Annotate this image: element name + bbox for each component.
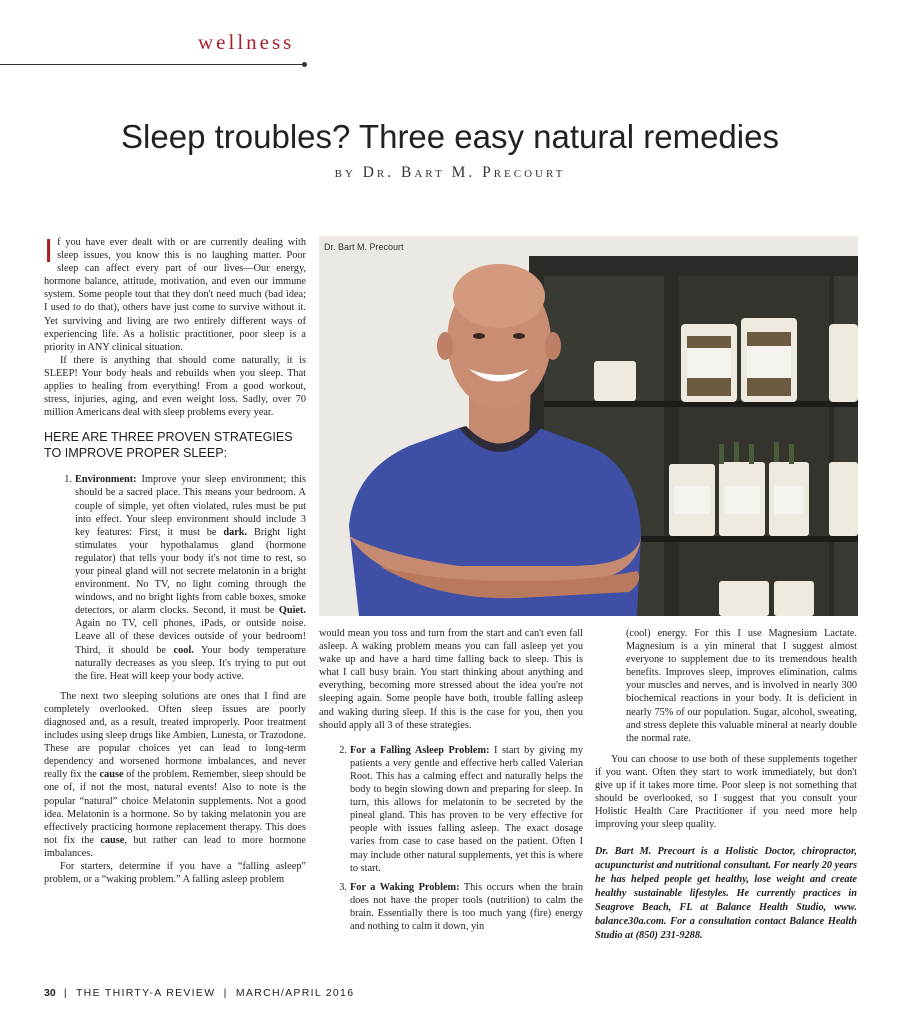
list-text: This occurs when the brain does not have the proper tools (nutrition) to calm the brain. Essentially there is too much yang (fire) energy and nothing to calm it down, yin <box>350 881 583 932</box>
strategies-heading: HERE ARE THREE PROVEN STRATEGIES TO IMPROVE PROPER SLEEP: <box>44 430 293 461</box>
list-text: Again no TV, cell phones, iPads, or outside noise. Leave all of these devices outside of your bedroom! Third, it should be <box>75 618 306 656</box>
paragraph-waking: would mean you toss and turn from the start and can't even fall asleep. A waking problem means you can fall asleep yet you wake up and have a hard time falling back to sleep. This is what I call busy brain. You start thinking about anything and everything, becoming more stressed about the idea you're not sleeping again. Some people have both, trouble falling asleep and waking during sleep. If this is the case for you, then you should apply all 3 of these strategies. <box>319 628 583 731</box>
column-1 <box>44 232 307 886</box>
list-item-title: Environment: <box>75 474 137 486</box>
author-photo-illustration <box>319 236 858 616</box>
magazine-name: THE THIRTY-A REVIEW <box>75 987 216 999</box>
paragraph-text: of the problem. Remember, sleep should be one of, if not the most, natural events! Also to note is the popular “natural” choice Melatonin supplements. Not a good idea. Melatonin is a hormone. So by taking melatonin you are effectively practicing hormone replacement therapy. This does not fix the <box>44 769 306 846</box>
footer-separator: | <box>63 987 68 999</box>
list-text: Improve your sleep environment; this should be a sacred place. This means your bedroom. A couple of simple, yet often violated, rules must be put into effect. Your sleep environment should include 3 key features: First, it must be <box>75 474 306 538</box>
list-item-waking <box>335 881 583 933</box>
paragraph-sleep-naturally: If there is anything that should come naturally, it is SLEEP! Your body heals and rebuilds when you sleep. That applies to healing from everything! From a good workout, stress, injuries, aging, and even weight loss. Sadly, over 70 million Americans deal with sleep problems every year. <box>44 354 306 419</box>
list-item-body <box>350 881 583 933</box>
section-label: wellness <box>198 30 295 54</box>
emphasis-cause: cause <box>99 769 124 781</box>
page-footer <box>44 987 354 999</box>
list-item-body <box>75 473 306 683</box>
emphasis-quiet: Quiet. <box>278 605 306 617</box>
emphasis-cool: cool. <box>173 644 194 656</box>
author-bio: Dr. Bart M. Precourt is a Holistic Doctor, chiropractor, acupuncturist and nutritional consultant. For nearly 20 years he has helped people get healthy, lose weight and create healthy sustainable lifestyles. He currently practices in Seagrove Beach, FL at Balance Health Studio, www. balance30a.com. For a consultation contact Balance Health Studio at (850) 231-9288. <box>595 846 857 942</box>
column-3 <box>595 627 857 943</box>
paragraph-text: The next two sleeping solutions are ones that I find are completely overlooked. Often sleep issues are poorly diagnosed and, as a result, treated improperly. Poor treatment includes using sleep drugs like Ambien, Lunesta, or Trazodone. These are popular choices yet can lead to long-term dependency and worsened hormone imbalances, and never really fix the <box>44 690 306 781</box>
section-rule <box>0 64 305 65</box>
article-byline <box>0 164 900 182</box>
list-number: 2. <box>339 744 347 756</box>
byline-text: by Dr. Bart M. Precourt <box>334 164 566 181</box>
footer-separator: | <box>223 987 228 999</box>
intro-paragraph <box>44 232 306 354</box>
author-photo <box>319 236 858 616</box>
list-number: 3. <box>339 881 347 893</box>
paragraph-text: , but rather can lead to more hormone imbalances. <box>44 834 306 859</box>
emphasis-cause: cause <box>100 834 125 846</box>
photo-caption: Dr. Bart M. Precourt <box>324 242 404 252</box>
article-headline: Sleep troubles? Three easy natural remedies <box>121 118 779 155</box>
list-item-title: For a Waking Problem: <box>350 881 460 893</box>
paragraph-starters: For starters, determine if you have a “falling asleep” problem, or a “waking problem.” A falling asleep problem <box>44 861 306 886</box>
intro-text: f you have ever dealt with or are currently dealing with sleep issues, you know this is no laughing matter. Poor sleep can affect every part of our lives—Our energy, hormone balance, attitude, motivation, and even our immune system. Some people tout that they don't need much (bad idea; I used to do that), others have just come to survive without it. Yet surviving and living are two entirely different ways of experiencing life. As a holistic practitioner, poor sleep is a priority in ANY clinical situation. <box>44 237 306 353</box>
list-item-title: For a Falling Asleep Problem: <box>350 744 490 756</box>
list-item-waking-continued: (cool) energy. For this I use Magnesium Lactate. Magnesium is a yin mineral that I suggest almost everyone to supplement due to its tremendous health benefits. Improves sleep, improves elimination, calms your muscles and nerves, and is involved in nearly 300 biochemical reactions in your body. It is deficient in nearly 75% of our population. Sugar, alcohol, sweating, and stress deplete this valuable mineral at nearly double the normal rate. <box>626 628 857 744</box>
list-text: I start by giving my patients a very gentle and effective herb called Valerian Root. This has a calming effect and naturally helps the body to begin slowing down and preparing for sleep. In turn, this allows for melatonin to be secreted by the pineal gland. This has proven to be very effective for people with issues falling asleep. The exact dosage varies from case to case based on the patient. Often I may include other natural supplements, yet this is where to start. <box>350 744 583 874</box>
page-number: 30 <box>44 987 56 999</box>
drop-cap: I <box>44 232 54 269</box>
issue-date: MARCH/APRIL 2016 <box>235 987 355 999</box>
list-item-environment <box>60 473 306 683</box>
list-text: Bright light stimulates your hypothalamus gland (hormone regulator) that tells your body it's not time to rest, so your pineal gland will not secrete melatonin in a bright environment. No TV, no light coming through the windows, and no bright lights from cable boxes, smoke detectors, or alarm clocks. Second, it must be <box>75 526 307 617</box>
list-item-body <box>350 744 583 875</box>
paragraph-overlooked <box>44 690 306 860</box>
list-number: 1. <box>64 474 72 486</box>
paragraph-supplements: You can choose to use both of these supplements together if you want. Often they start to work immediately, but don't give up if it takes more time. Poor sleep is not something that should be overlooked, so I suggest that you consult your Holistic Health Care Practitioner if you need more help improving your sleep quality. <box>595 753 857 831</box>
list-item-falling-asleep <box>335 744 583 875</box>
column-2 <box>319 627 583 933</box>
emphasis-dark: dark. <box>223 526 248 538</box>
section-rule-dot <box>302 62 307 67</box>
list-text: Your body temperature naturally decreases as you sleep. It's trying to put out the fire. Heat will keep your body active. <box>75 644 307 682</box>
